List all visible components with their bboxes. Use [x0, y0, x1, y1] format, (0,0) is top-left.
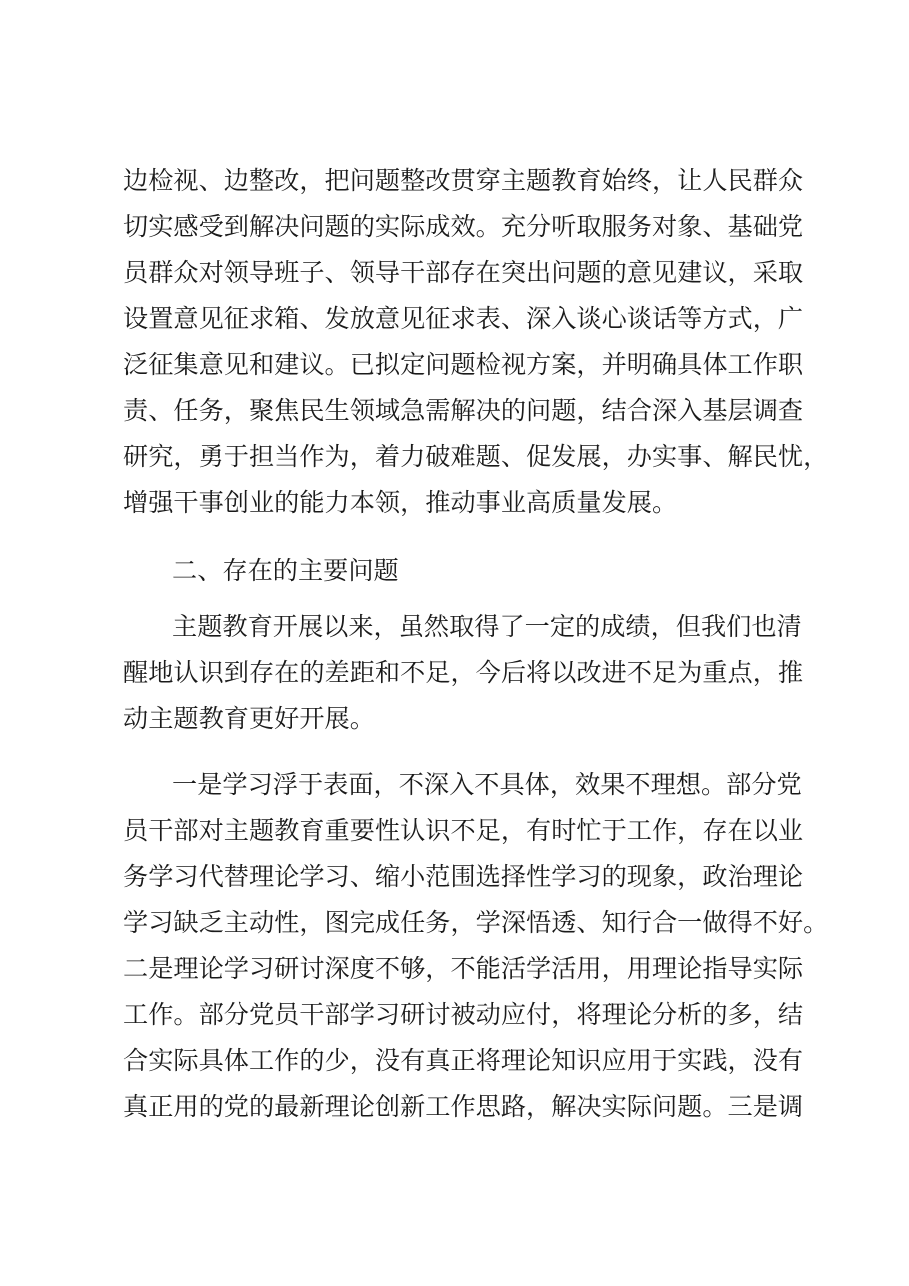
- paragraph-line: 二是理论学习研讨深度不够，不能活学活用，用理论指导实际: [123, 954, 804, 983]
- paragraph-line: 责、任务，聚焦民生领域急需解决的问题，结合深入基层调查: [123, 396, 804, 425]
- paragraph-line: 切实感受到解决问题的实际成效。充分听取服务对象、基础党: [123, 212, 804, 241]
- paragraph-line: 设置意见征求箱、发放意见征求表、深入谈心谈话等方式，广: [123, 304, 804, 333]
- paragraph-line: 工作。部分党员干部学习研讨被动应付，将理论分析的多，结: [123, 1000, 804, 1029]
- paragraph-line: 研究，勇于担当作为，着力破难题、促发展，办实事、解民忧，: [123, 442, 829, 471]
- paragraph-line: 动主题教育更好开展。: [123, 704, 375, 733]
- paragraph-line: 学习缺乏主动性，图完成任务，学深悟透、知行合一做得不好。: [123, 908, 829, 937]
- paragraph-line: 真正用的党的最新理论创新工作思路，解决实际问题。三是调: [123, 1092, 804, 1121]
- paragraph-line: 员干部对主题教育重要性认识不足，有时忙于工作，存在以业: [123, 816, 804, 845]
- paragraph-line: 务学习代替理论学习、缩小范围选择性学习的现象，政治理论: [123, 862, 804, 891]
- paragraph-line: 醒地认识到存在的差距和不足，今后将以改进不足为重点，推: [123, 658, 804, 687]
- paragraph-line: 合实际具体工作的少，没有真正将理论知识应用于实践，没有: [123, 1046, 804, 1075]
- paragraph-line: 增强干事创业的能力本领，推动事业高质量发展。: [123, 488, 678, 517]
- section-heading: 二、存在的主要问题: [172, 556, 399, 585]
- paragraph-line: 泛征集意见和建议。已拟定问题检视方案，并明确具体工作职: [123, 350, 804, 379]
- paragraph-line: 员群众对领导班子、领导干部存在突出问题的意见建议，采取: [123, 258, 804, 287]
- paragraph-line: 一是学习浮于表面，不深入不具体，效果不理想。部分党: [172, 770, 802, 799]
- paragraph-line: 边检视、边整改，把问题整改贯穿主题教育始终，让人民群众: [123, 166, 804, 195]
- paragraph-line: 主题教育开展以来，虽然取得了一定的成绩，但我们也清: [172, 612, 802, 641]
